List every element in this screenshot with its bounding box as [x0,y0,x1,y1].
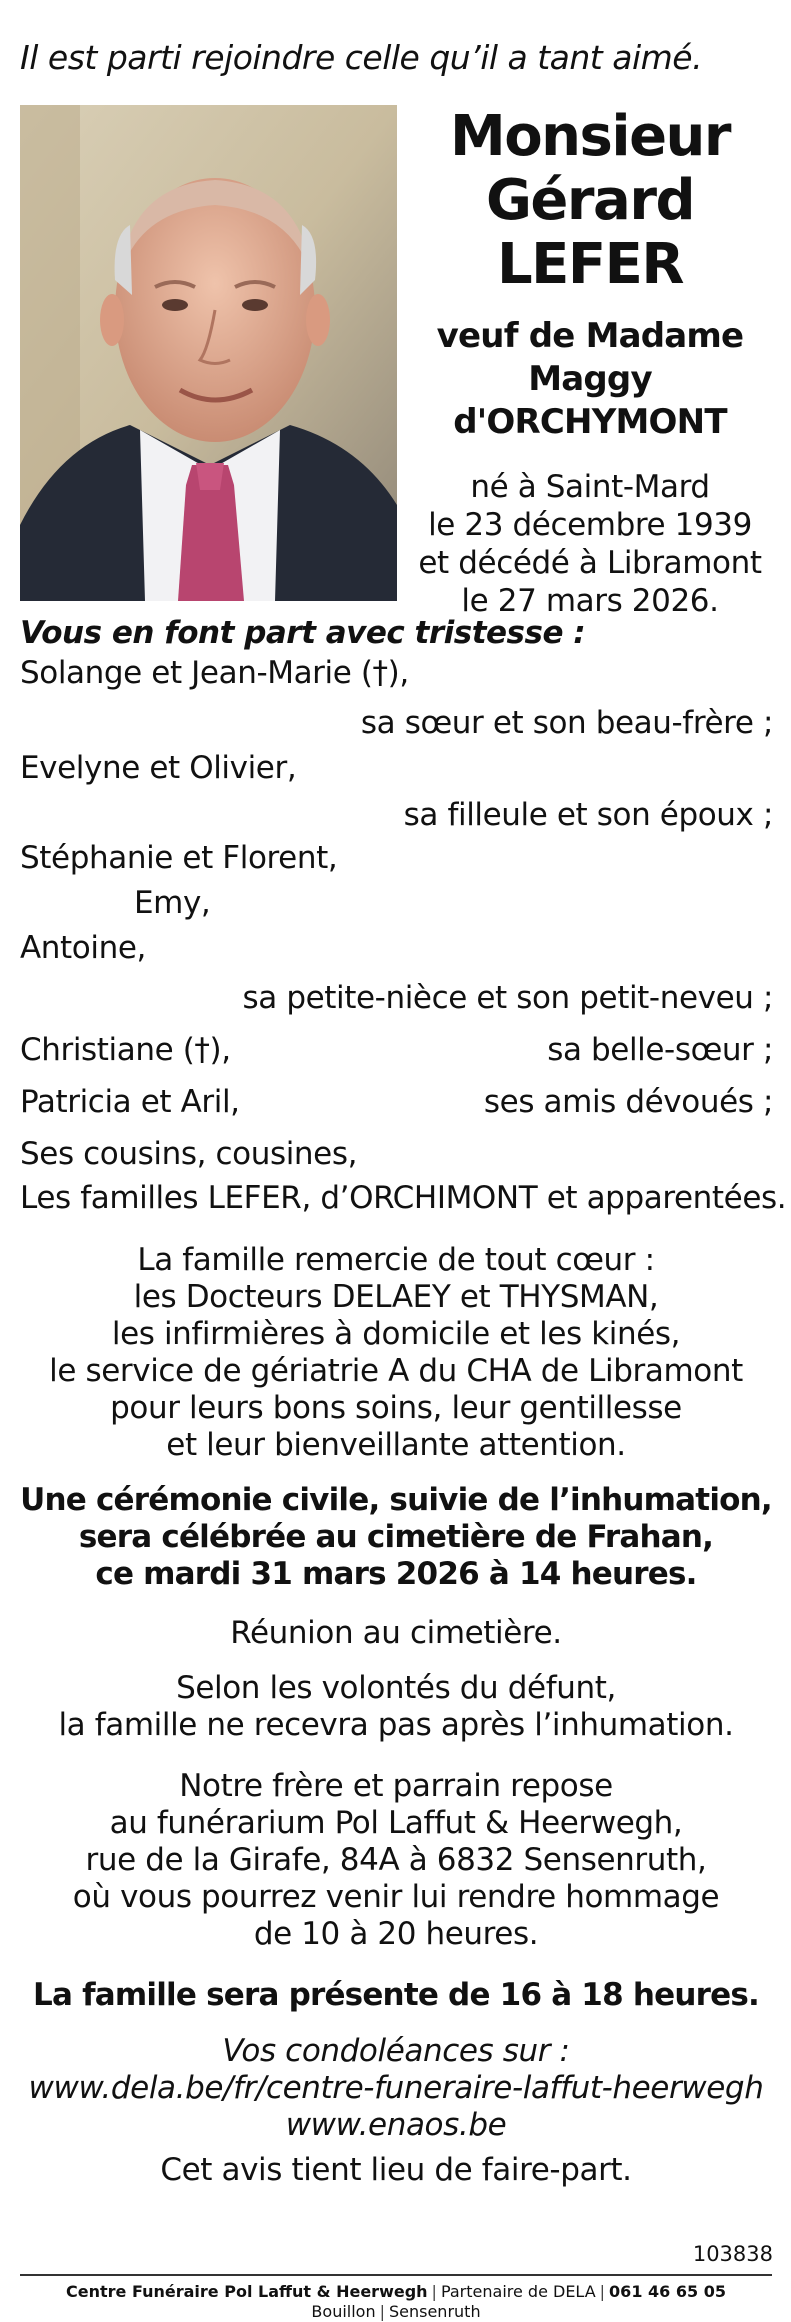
funerarium-line: de 10 à 20 heures. [253,1916,539,1952]
family-name-line: Antoine, [20,930,146,966]
family-relation-line: sa petite-nièce et son petit-neveu ; [242,980,773,1016]
funerarium-line: Notre frère et parrain repose [179,1768,613,1804]
footer-town-1: Bouillon [311,2302,376,2321]
presence-line: La famille sera présente de 16 à 18 heures. [33,1977,759,2013]
thanks-line: le service de gériatrie A du CHA de Libramont [49,1353,743,1389]
reference-number: 103838 [692,2242,773,2266]
condolences-link-dela[interactable]: www.dela.be/fr/centre-funeraire-laffut-heerwegh [28,2070,764,2106]
intro-line: Il est parti rejoindre celle qu’il a tant aimé. [20,38,703,77]
footer-separator: | [379,2302,385,2321]
funerarium-line: au funérarium Pol Laffut & Heerwegh, [109,1805,683,1841]
thanks-block [20,1242,772,1464]
footer-company: Centre Funéraire Pol Laffut & Heerwegh [66,2282,428,2301]
family-relation-line: sa filleule et son époux ; [403,797,773,833]
thanks-line: les Docteurs DELAEY et THYSMAN, [133,1279,659,1315]
funerarium-line: où vous pourrez venir lui rendre hommage [72,1879,720,1915]
ceremony-line: Une cérémonie civile, suivie de l’inhumation, [20,1482,772,1518]
title-monsieur: Monsieur [449,104,731,169]
condolences-heading: Vos condoléances sur : [222,2033,570,2069]
funerarium-block [20,1768,772,1953]
footer-town-2: Sensenruth [388,2302,481,2321]
ceremony-line: sera célébrée au cimetière de Frahan, [78,1519,714,1555]
condolences-link-enaos[interactable]: www.enaos.be [285,2107,507,2143]
birth-place: né à Saint-Mard [470,469,710,505]
footer-separator: | [599,2282,606,2301]
condolences-block [20,2033,772,2144]
meeting-line: Réunion au cimetière. [230,1615,562,1651]
family-name-line: Christiane (†), [20,1032,231,1068]
portrait-image [20,105,397,601]
last-name: LEFER [496,232,684,297]
funerarium-line: rue de la Girafe, 84A à 6832 Sensenruth, [85,1842,707,1878]
family-name-line: Solange et Jean-Marie (†), [20,655,409,691]
family-name-line: Evelyne et Olivier, [20,750,297,786]
thanks-line: et leur bienveillante attention. [166,1427,626,1463]
portrait-photo [20,105,397,601]
death-date: le 27 mars 2026. [461,583,719,619]
announce-heading: Vous en font part avec tristesse : [20,615,586,651]
thanks-line: les infirmières à domicile et les kinés, [111,1316,681,1352]
footer-separator: | [431,2282,437,2301]
widow-line-2: Maggy d'ORCHYMONT [453,359,727,442]
thanks-line: pour leurs bons soins, leur gentillesse [110,1390,682,1426]
footer [20,2282,772,2322]
widow-info [405,315,775,444]
widow-line-1: veuf de Madame [436,316,744,356]
notice-line: Cet avis tient lieu de faire-part. [160,2152,632,2188]
wishes-line: Selon les volontés du défunt, [176,1670,616,1706]
footer-line-2 [20,2302,772,2322]
family-relation-line: sa sœur et son beau-frère ; [360,705,773,741]
ceremony-line: ce mardi 31 mars 2026 à 14 heures. [95,1556,697,1592]
wishes-block [20,1670,772,1744]
family-name-line: Patricia et Aril, [20,1084,240,1120]
wishes-line: la famille ne recevra pas après l’inhumation. [58,1707,734,1743]
footer-phone: 061 46 65 05 [609,2282,726,2301]
ceremony-block [20,1482,772,1593]
thanks-line: La famille remercie de tout cœur : [137,1242,655,1278]
family-relation-line: ses amis dévoués ; [483,1084,773,1120]
family-name-line: Stéphanie et Florent, [20,840,338,876]
footer-partner: Partenaire de DELA [440,2282,596,2301]
footer-line-1 [20,2282,772,2302]
family-name-line: Les familles LEFER, d’ORCHIMONT et apparentées. [20,1180,787,1216]
deceased-header [405,105,775,620]
death-place: et décédé à Libramont [418,545,762,581]
family-name-line: Emy, [134,885,211,921]
footer-divider [20,2274,772,2276]
first-name: Gérard [485,168,695,233]
family-relation-line: sa belle-sœur ; [547,1032,773,1068]
family-name-line: Ses cousins, cousines, [20,1136,358,1172]
birth-date: le 23 décembre 1939 [428,507,752,543]
birth-death-dates [405,468,775,620]
